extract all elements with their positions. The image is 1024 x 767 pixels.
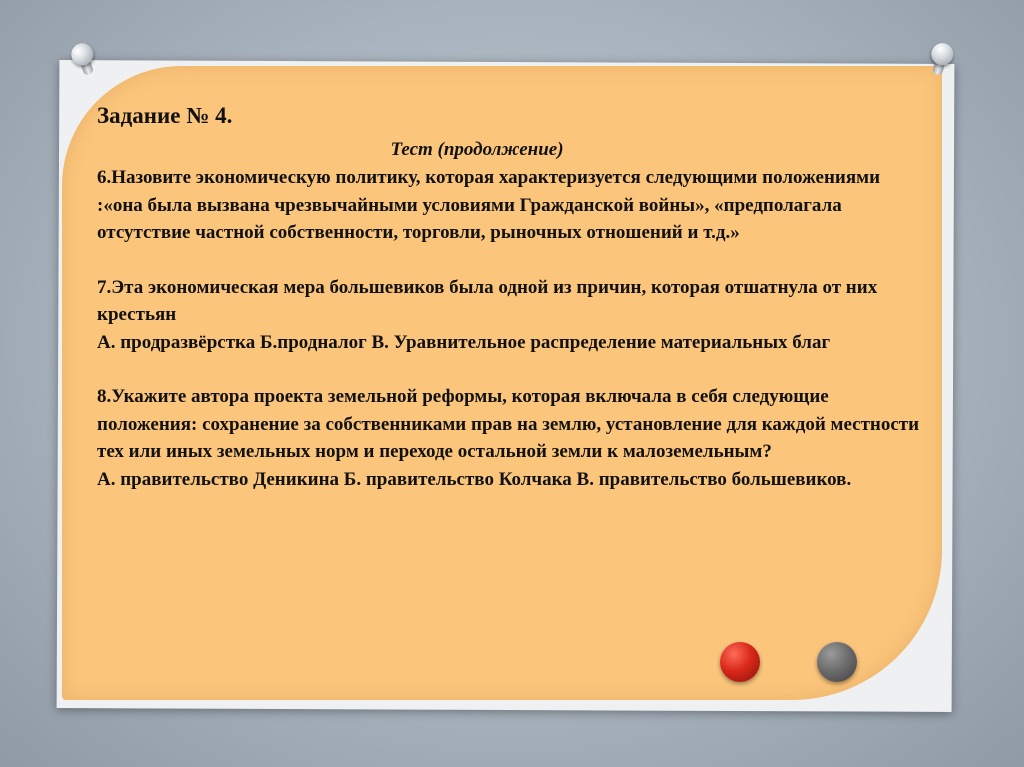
slide-subtitle: Тест (продолжение) bbox=[390, 139, 564, 160]
question-7-options: А. продразвёрстка Б.продналог В. Уравнительное распределение материальных благ bbox=[97, 331, 831, 353]
question-8: 8.Укажите автора проекта земельной реформы, которая включала в себя следующие положения: сохранение за собственниками прав на землю, установление для каждой местности тех или иных земельных норм и переходе остальной земли к малоземельным? bbox=[97, 386, 920, 462]
slide-content bbox=[97, 100, 927, 493]
question-8-options: А. правительство Деникина Б. правительство Колчака В. правительство большевиков. bbox=[97, 468, 852, 490]
question-7: 7.Эта экономическая мера большевиков была одной из причин, которая отшатнула от них крестьян bbox=[97, 276, 878, 325]
red-circle-button[interactable] bbox=[720, 642, 760, 682]
question-6: 6.Назовите экономическую политику, которая характеризуется следующими положениями :«она была вызвана чрезвычайными условиями Гражданской войны», «предполагала отсутствие частной собственности, торговли, рыночных отношений и т.д.» bbox=[97, 167, 881, 243]
gray-circle-button[interactable] bbox=[817, 642, 857, 682]
slide-title: Задание № 4. bbox=[97, 103, 233, 128]
